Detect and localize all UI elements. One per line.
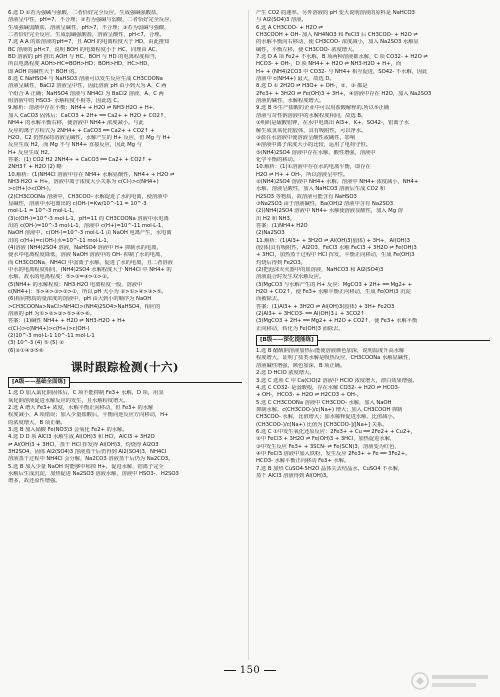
text-line: BC 溶液的 pH<7，说明 BOH 的电离程度小于 HC，同理由 AC、: [8, 46, 161, 53]
text-line: 10.解析：(1)①溶液中存在水的电离平衡，即存在: [256, 164, 371, 171]
right-column: [256, 10, 490, 660]
text-line: 5.选 C CH3COONa 溶液中 CH3COO- 水解，加入 NaOH: [256, 399, 392, 406]
text-line: 溶液混合时发生双水解反应。: [256, 274, 325, 281]
text-line: 8.选 C NaHSO4 与 NaHSO3 溶液可以发生反应生成 CH3COONa: [8, 76, 163, 83]
left-after-lines: [8, 390, 242, 485]
text-line: 灼烧后得到 Fe2O3。: [256, 259, 306, 266]
text-line: 3.选 C 选项 C 中 Ca(ClO)2 溶液中 HClO 浓度增大，漂白效果增强。: [256, 377, 418, 384]
text-line: (CH3COO-)/c(Na+) 比值为 [CH3COO-]/[Na+] 关系。: [256, 421, 388, 428]
text-line: 碱性，平衡左移，使 CH3COO- 浓度增大。: [256, 46, 358, 53]
section-b-label: [B级——深化提能练]: [256, 335, 318, 346]
text-line: CH3COOH + OH- 加入 NH4NO3 和 FeCl3 后 CH3COO- + H2O ⇌: [256, 32, 418, 39]
text-line: ⑤(NH4)2SO4 溶液中存在水解，酸性增强，溶液中: [256, 149, 376, 156]
section-a-label: [A级——基础全面练]: [8, 377, 70, 388]
text-line: 生成强碱弱酸盐，溶液呈碱性，pH>7，不合理；③若为弱碱与强酸，: [8, 24, 170, 31]
text-line: 溶液与苛性钠溶液中的水解程度相同，故选 B。: [256, 112, 367, 119]
text-line: 3H2SO4，固体 Al2(SO4)3 溶液蒸干后仍得到 Al2(SO4)3，NH4Cl: [8, 448, 167, 455]
text-line: 7.选 D A 项 Fe2+ 不水解，B 项两种溶液都水解，C 项 CO32- + H2O ⇌: [256, 54, 428, 61]
text-line: 4.选 D D 项 AlCl3 水解生成 Al(OH)3 和 HCl，AlCl3 + 3H2O: [8, 434, 155, 441]
text-line: 5.选 B 加入少量 NaOH 时能够中和掉 H+，促进水解，铝离子完全: [8, 463, 164, 470]
text-line: c(Cl-)>c(NH4+)>c(H+)>c(OH-): [8, 325, 90, 332]
text-line: 答案：(1) CO2 H2 2NH4+ + CaCO3 ══ Ca2+ + CO2↑ +: [8, 156, 153, 163]
text-line: 的浓度增大，B 项正确。: [8, 419, 66, 426]
text-line: 增多，故还原性增强。: [8, 478, 61, 485]
text-line: ②(NH4)2SO4 溶液中 NH4+ 水解，溶液中 NH4+ 浓度减小，NH4+: [256, 178, 419, 185]
text-line: + OH-，HCO3- + H2O ⇌ H2CO3 + OH-。: [256, 392, 362, 399]
text-line: (3)MgCO3 + 2H+ ══ Mg2+ + H2O + CO2↑，使 Fe3+ 水解平衡: [256, 318, 418, 325]
text-line: (6)②①④③⑤⑥: [8, 347, 44, 354]
text-line: 反应生成 H2，而 Mg 不与 NH4+ 直接反应，因此 Mg 与: [8, 142, 142, 149]
text-line: H2O，C2 仍然保持溶液呈碱性，水解产生的 H+ 反应，但 Mg 与 H+: [8, 134, 171, 141]
text-line: 7.选 B 加热 CuSO4·5H2O 晶体失去结晶水，CuSO4 不水解，: [256, 465, 404, 472]
text-line: 正向移动，转化为 Fe(OH)3 而除去。: [256, 325, 344, 332]
text-line: 1.选 B 醋酸钠溶液加热后能使溶液颜色加深，说明温度升高水解: [256, 348, 405, 355]
section-a-header: [8, 378, 242, 387]
text-line: ③中发生反应 Fe3+ + 3SCN- ⇌ Fe(SCN)3，溶液变为红色，: [256, 443, 400, 450]
text-line: 8.选 D ① 2H2O ⇌ H3O+ + OH-，②、③ 都是: [256, 83, 368, 90]
text-line: 4.选 C CO32- 是弱酸根，存在水解 CO32- + H2O ⇌ HCO3-: [256, 384, 400, 391]
left-lines: [8, 10, 242, 355]
text-line: 2.选 A 增大 Fe3+ 浓度，水解平衡正向移动，但 Fe3+ 的水解: [8, 404, 154, 411]
text-line: (6)相同物质的量浓度的溶液中，pH 由大到小的顺序为 NaOH: [8, 296, 152, 303]
text-line: 所以电离程度 AOH>HC=BOH>HD；BOH>HD，HC>HD，: [8, 61, 153, 68]
text-line: 解生成氢氧化铝胶体，具有吸附性，可以净水。: [256, 127, 367, 134]
text-line: ⇌ Al(OH)3 + 3HCl，蒸干 HCl 挥发得 Al(OH)3，灼烧得 Al2O3: [8, 441, 159, 448]
text-line: 抑制水解，c(CH3COO-)/c(Na+) 增大；加入 CH3COOH 抑制: [256, 406, 403, 413]
text-line: 产生 CO2 的速率。另外溶液的 pH 变大说明溶液的原料是 NaHCO3: [256, 10, 415, 16]
text-line: ④溶液中离子浓度大小的比较，运用了电荷守恒。: [256, 142, 371, 149]
text-line: 的水解平衡向右移动，使 CH3COO- 浓度减小，加入 Na2SO3 水解显: [256, 39, 419, 46]
text-line: (2)10^-3 mol·L-1 10^-11 mol·L-1: [8, 333, 95, 340]
text-line: 程度减小，A 项错误；加入少量盐酸后，平衡向逆反应方向移动，H+: [8, 412, 169, 419]
text-line: HCO3- + OH-，D 项 NH4+ + H2O ⇌ NH3·H2O + H+，而: [256, 61, 402, 68]
text-line: 蒸干 AlCl3 溶液得到 Al(OH)3。: [256, 472, 332, 479]
text-line: (3) 10^-3 (4) ⑤ (5) ②: [8, 340, 64, 347]
text-line: 出的 c(H+)=c(OH-)水=10^-11 mol·L-1，: [8, 237, 112, 244]
page-number-dash-right: [264, 670, 276, 671]
text-line: 出 H2 和 NH3。: [256, 215, 296, 222]
text-line: NaOH 溶液中，c(OH-)=10^-3 mol·L-1 由 NaOH 电离产生，水电离: [8, 230, 172, 237]
text-line: CH3COO- 水解，比值增大；加水稀释促进水解，比值减小。: [256, 414, 398, 421]
text-line: (3)MgCO3 与水解产生的 H+ 反应：MgCO3 + 2H+ ══ Mg2+ +: [256, 281, 413, 288]
text-line: NH4+ 的水解平衡右移，使溶液中 NH4+ 浓度减小。与此: [8, 120, 144, 127]
text-line: ③盐在水溶液中使溶液呈酸性或碱性，影响: [256, 134, 356, 141]
text-line: >CH3COONa>NaCl>NH4Cl>(NH4)2SO4>NaHSO4，相应的: [8, 303, 161, 310]
text-line: 溶液的 pH 为①>②>③>⑤>④>⑥。: [8, 311, 95, 318]
text-line: 二者恰好完全反应，生成弱碱强酸盐，溶液呈酸性，pH<7，合理。: [8, 32, 165, 39]
text-line: 出的 c(OH-)=10^-3 mol·L-1，溶液中 c(H+)=10^-11 mol·L-1，: [8, 222, 167, 229]
page-number: 150: [239, 665, 261, 676]
text-line: H2SO3 等物质，故溶液可能含有 NaHSO3: [256, 193, 357, 200]
text-line: 与 Al2(SO4)3 溶液。: [256, 17, 307, 24]
text-line: (5)NH4+ 的水解程度：NH3·H2O 电离程度一般，溶液中: [8, 281, 143, 288]
text-line: ④中 FeCl3 溶液中加入铁粉，发生反应 2Fe3+ + Fe ══ 3Fe2+。: [256, 450, 411, 457]
text-line: H+ 反应生成 H2。: [8, 149, 54, 156]
text-line: >c(H+)>c(OH-)。: [8, 186, 55, 193]
text-line: 6.选 D ①若为强碱与强酸，二者恰好完全反应，生成强碱强酸盐，: [8, 10, 162, 16]
text-line: (2)把泡沫灭火器中的盐溶液，NaHCO3 和 Al2(SO4)3: [256, 267, 384, 274]
text-line: 答案：(1)Al3+ + 3H2O ⇌ Al(OH)3(胶体) + 3H+ Fe2O3: [256, 303, 395, 310]
text-line: 2.选 D HClO 浓度增大。: [256, 370, 315, 377]
text-line: mol·L-1 = 10^-3 mol·L-1。: [8, 208, 78, 215]
text-line: (胶体)具有吸附性，Al2O3、FeCl3 水解 FeCl3 + 3H2O ⇌ Fe(OH)3: [256, 245, 417, 251]
text-line: (2)CH3COONa 溶液中，CH3COO- 水解促进了水的电离，使溶液中: [8, 193, 168, 200]
text-line: 溶液的碱性，水解程度增大。: [256, 98, 325, 105]
text-line: 6.选 A CH3COO- + H2O ⇌: [256, 24, 323, 31]
text-line: HCO3- 水解平衡正向移动 Fe3+ 水解。: [256, 458, 350, 465]
text-line: 水解，溶液呈酸性，加入 NaHCO3 溶液后生成 CO2 和: [256, 186, 385, 193]
text-line: BD 溶液的 pH 推出 AOH 与 HC、BOH 与 HD 的电离程度相当，: [8, 54, 161, 61]
text-line: 2NH3↑ + H2O (2) 略: [8, 164, 62, 171]
watermark-logo: [410, 669, 492, 693]
text-line: H+ + (NH4)2CO3 中 CO32- 与 NH4+ 相互促进，SO42- 不水解，因此: [256, 68, 428, 75]
text-line: 水解，故水的电离程度：⑤>③=④>①>②。: [8, 274, 113, 281]
text-line: (2)Al3+ + 3HCO3- ══ Al(OH)3↓ + 3CO2↑: [256, 311, 365, 318]
text-line: 个组合 A 正确；NaHSO4 溶液与 NH4Cl 为 BaCl2 溶液，A、C 两: [8, 90, 164, 97]
text-line: H2O ⇌ H+ + OH-，所以溶液呈中性。: [256, 171, 349, 178]
text-line: c(NH4+)：⑤>④>③>②>①，所以 pH 大小为 ②>①>④>③>⑤。: [8, 289, 167, 296]
text-line: 溶液蒸干过程中 NH4Cl 会分解，Na2CO3 溶液蒸干后仍为 Na2CO3。: [8, 456, 174, 463]
section-b-rule: [318, 340, 490, 341]
text-line: 反应的离子方程式为 2NH4+ + CaCO3 ══ Ca2+ + CO2↑ +: [8, 127, 155, 134]
left-column: [8, 10, 242, 660]
column-divider: [248, 10, 249, 660]
text-line: 加入 CaCO3 固体后：CaCO3 + 2H+ ══ Ca2+ + H2O + CO2↑，: [8, 112, 170, 119]
text-line: 即 AOH 的碱性大于 BOH 的。: [8, 68, 80, 75]
text-line: ③Na2SO3 由于溶液碱性，Ba(OH)2 溶液中含有 Na2SO3: [256, 200, 394, 207]
text-line: 中水的电离程度相同，(NH4)2SO4 水解程度大于 NH4Cl 中 NH4+ 的: [8, 267, 172, 274]
text-line: 答案：(1)碱性 NH4+ + H2O ⇌ NH3·H2O + H+: [8, 318, 126, 325]
text-line: 11.解析：(1)Al3+ + 3H2O ⇌ Al(OH)3(胶体) + 3H+，Al(OH)3: [256, 237, 410, 244]
text-line: 而被除去。: [256, 296, 283, 303]
text-line: 显碱性，溶液中水电离出的 c(OH-)=Kw/10^-11 = 10^-3: [8, 200, 147, 207]
text-line: 溶液呈碱性，BaCl2 溶液呈中性，因此溶液 pH 由小到大为 A、C 两: [8, 83, 167, 90]
right-lines: [256, 10, 490, 333]
text-line: (2)Na2SO3: [256, 230, 285, 237]
text-line: 使水中电离程度降低，溶液 NaOH 溶液中的 OH- 抑制了水的电离，: [8, 252, 166, 259]
text-line: 而 CH3COONa、NH4Cl 中弱离子水解，促进了水的电离，且二者溶液: [8, 259, 173, 266]
section-a-rule: [70, 382, 242, 383]
text-line: NH3·H2O + H+，溶液中离子浓度大小关系为 c(Cl-)>c(NH4+): [8, 178, 159, 185]
text-line: 氧化钠溶液促进水解反应的发生，且水解程度增大。: [8, 397, 129, 404]
text-line: 9.解析：溶液中存在平衡：NH4+ + H2O ⇌ NH3·H2O + H+，: [8, 105, 159, 112]
text-line: 3.选 B 加入硝酸 Fe(NO3)3 会氧化 Fe2+ 的水解。: [8, 426, 128, 433]
text-line: 水解后生成沉淀，加热促进 Na2SO3 溶液水解，溶液中 HSO3-、H2SO3: [8, 470, 179, 477]
text-line: 化学平衡的移动。: [256, 156, 298, 163]
section-b-header: [256, 336, 490, 345]
chapter-title: 课时跟踪检测(十六): [71, 360, 179, 375]
right-after-lines: [256, 348, 490, 480]
text-line: ②明矾是硫酸铝钾，在水中电离出 Al3+、K+、SO42-，铝离子水: [256, 120, 409, 127]
text-line: (3)c(OH-)=10^-3 mol·L-1，pH=11 的 CH3COONa 溶液中水电离: [8, 215, 169, 222]
text-line: 1.选 D 加入氯化钠固体后，C 项不能抑制 Fe3+ 水解，D 项，用氢: [8, 390, 164, 397]
text-line: (2)(NH4)2SO4 溶液中 NH4+ 水解使溶液显酸性，加入 Mg 溶: [256, 208, 403, 215]
text-line: + 3HCl，加热蒸干过程中 HCl 挥发，平衡正向移动，生成 Fe(OH)3: [256, 252, 415, 259]
text-line: H2O + CO2↑，使 Fe3+ 水解平衡正向移动，生成 Fe(OH)3 沉淀: [256, 289, 411, 296]
text-line: 2Fe3+ + 3H2O ⇌ Fe(OH)3 + 3H+，④溶液中存在 H2O，加入 Na2SO3: [256, 90, 432, 97]
page-number-dash-left: [224, 670, 236, 671]
text-line: 程度增大，证明了盐类水解是吸热反应，CH3COONa 水解显碱性，: [256, 355, 414, 362]
text-line: 组溶液中的 HSO3- 水解程度不相等，因此选 C。: [8, 98, 123, 105]
text-line: 10.解析：(1)NH4Cl 溶液中存在 NH4+ 水解显酸性，NH4+ + H2O ⇌: [8, 171, 175, 178]
text-line: 答案：(1)NH4+ H2O: [256, 222, 308, 229]
text-line: 7.选 A A 的盐溶液的pH=7，且 AOH 的电离程度大于 HD，由此推知: [8, 39, 170, 46]
text-line: 溶液呈中性，pH=7，不合理；②若为强碱与弱酸，二者恰好完全反应，: [8, 17, 175, 24]
text-line: 溶液中 c(NH4+) 最大，故选 D。: [256, 76, 335, 83]
text-line: ②中 FeCl3 + 3H2O ⇌ Fe(OH)3 + 3HCl，加热促进水解，: [256, 436, 396, 443]
text-line: 溶液碱性增强，颜色加深，B 项正确。: [256, 362, 346, 369]
text-line: (4)溶液 (NH4)2SO4 溶液，NaHSO4 溶液中 H+ 抑制水的电离，: [8, 245, 162, 251]
text-line: 9.选 B ⑤生产盐酸的企业中可以用盐酸解释的,所以⑤正确: [256, 105, 390, 112]
text-line: 6.选 C ①中发生氧化还原反应：2Fe3+ + Cu ══ 2Fe2+ + Cu2+，: [256, 428, 416, 435]
